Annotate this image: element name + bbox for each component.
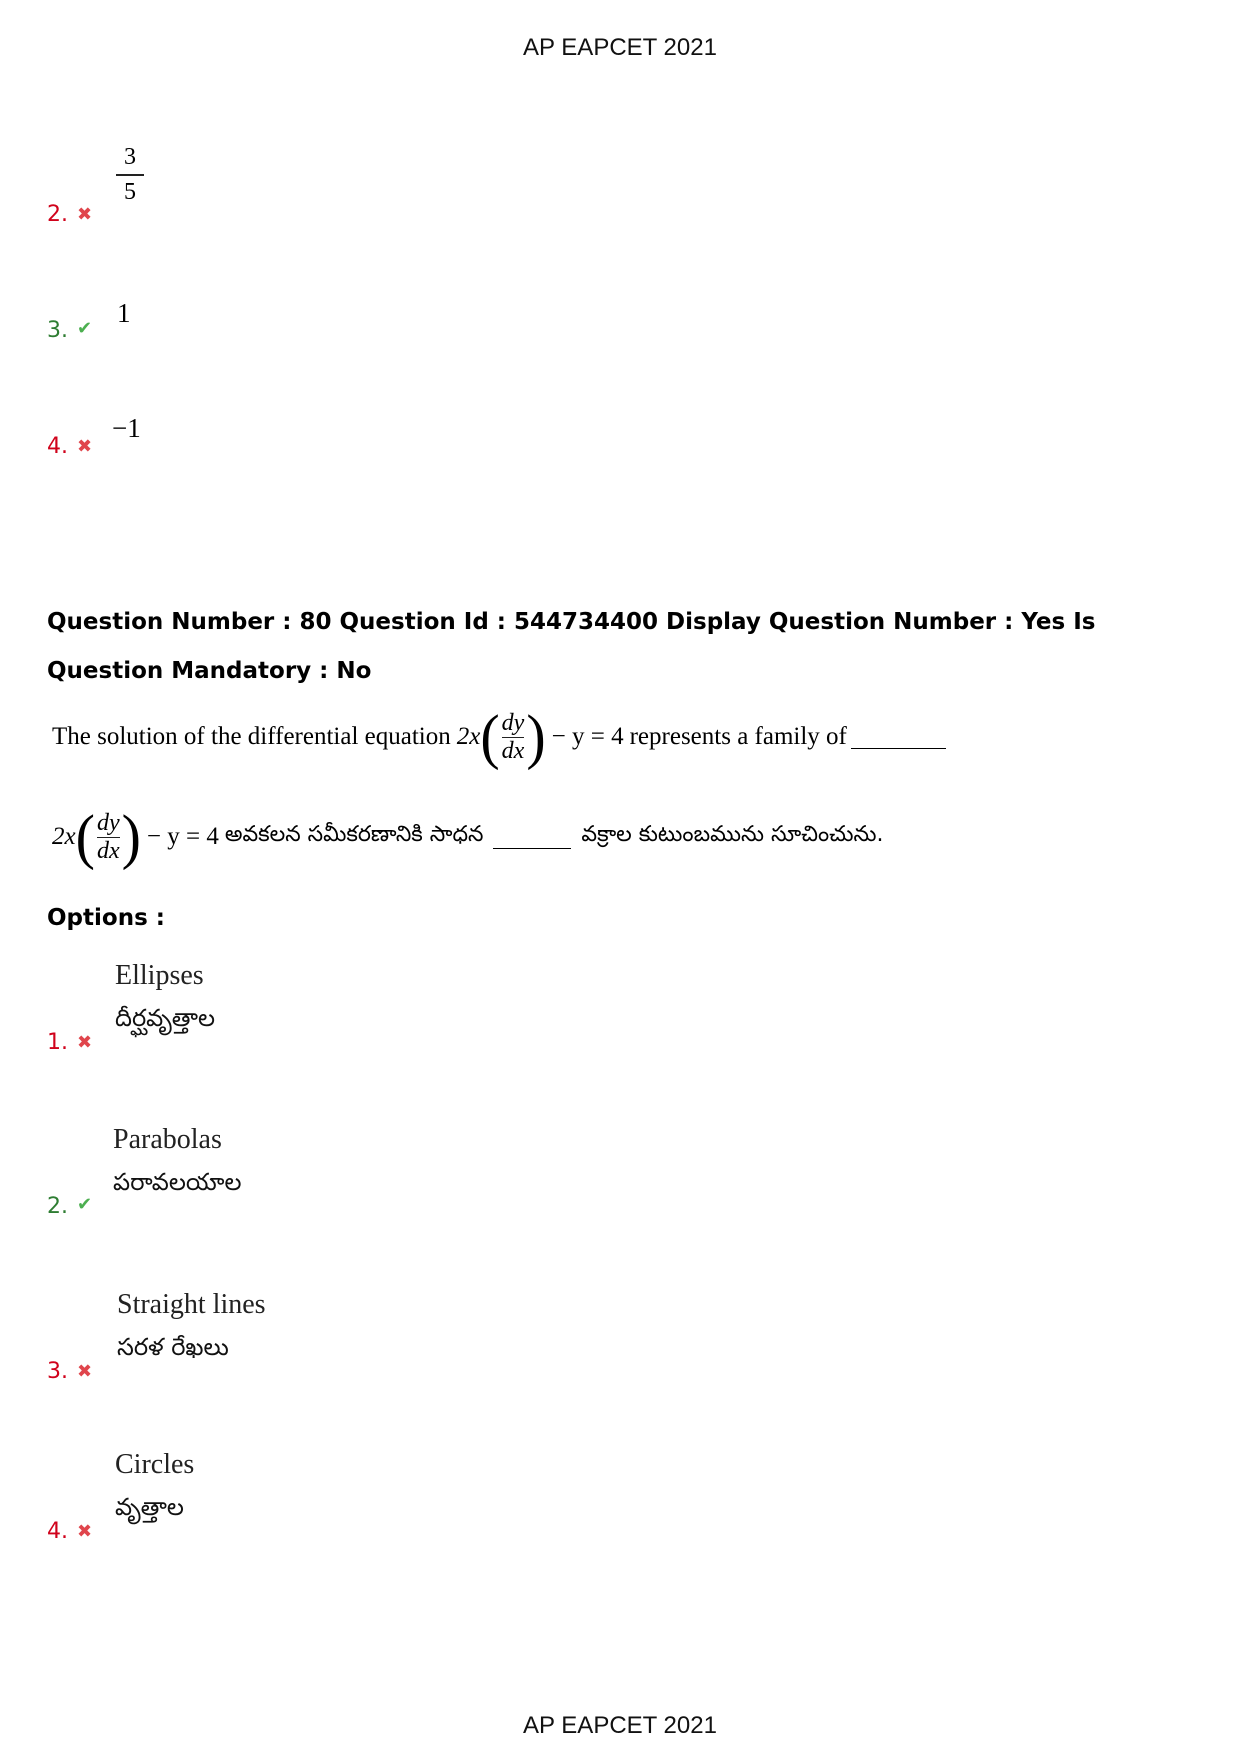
derivative-num: dy bbox=[96, 809, 120, 836]
cross-icon: ✖ bbox=[77, 1032, 93, 1053]
right-paren: ) bbox=[121, 802, 141, 871]
option-number: 2. bbox=[47, 1194, 68, 1219]
option-telugu: సరళ రేఖలు bbox=[117, 1333, 229, 1361]
equation-rest: − y = 4 bbox=[551, 723, 624, 750]
derivative-den: dx bbox=[501, 737, 525, 764]
cross-icon: ✖ bbox=[77, 204, 93, 225]
derivative-num: dy bbox=[501, 709, 525, 736]
question-text-after: represents a family of bbox=[629, 723, 847, 750]
option-number: 3. bbox=[47, 1359, 68, 1384]
cross-icon: ✖ bbox=[77, 1361, 93, 1382]
fraction-denominator: 5 bbox=[124, 179, 136, 205]
equation-coef: 2x bbox=[456, 723, 481, 750]
option-english: Parabolas bbox=[113, 1124, 222, 1155]
option-1 bbox=[47, 960, 647, 1060]
option-number: 1. bbox=[47, 1030, 68, 1055]
option-3 bbox=[47, 1289, 647, 1389]
fraction-value bbox=[114, 144, 146, 206]
equation-coef: 2x bbox=[52, 823, 76, 850]
fraction-bar bbox=[116, 174, 144, 176]
cross-icon: ✖ bbox=[77, 436, 93, 457]
option-telugu: దీర్ఘవృత్తాల bbox=[115, 1004, 216, 1032]
left-paren: ( bbox=[480, 702, 500, 771]
answer-blank bbox=[851, 726, 946, 749]
page-footer: AP EAPCET 2021 bbox=[523, 1712, 717, 1739]
derivative-den: dx bbox=[96, 837, 120, 864]
question-english bbox=[52, 702, 946, 771]
check-icon: ✔ bbox=[77, 318, 93, 339]
equation-rest: − y = 4 bbox=[146, 823, 219, 850]
telugu-text-before: అవకలన సమీకరణానికి సాధన bbox=[224, 822, 484, 847]
options-label: Options : bbox=[47, 905, 165, 931]
equation bbox=[456, 702, 624, 771]
answer-blank bbox=[493, 826, 571, 849]
option-value: 1 bbox=[117, 298, 131, 328]
derivative-fraction bbox=[97, 810, 120, 865]
telugu-text-after: వక్రాల కుటుంబమును సూచించును. bbox=[581, 822, 884, 847]
option-4 bbox=[47, 1449, 647, 1549]
option-english: Ellipses bbox=[115, 960, 204, 991]
option-number: 4. bbox=[47, 434, 68, 459]
cross-icon: ✖ bbox=[77, 1521, 93, 1542]
option-english: Straight lines bbox=[117, 1289, 266, 1320]
option-number: 3. bbox=[47, 318, 68, 343]
right-paren: ) bbox=[526, 702, 546, 771]
left-paren: ( bbox=[75, 802, 95, 871]
question-telugu bbox=[52, 802, 884, 871]
question-meta: Question Number : 80 Question Id : 544734400 Display Question Number : Yes Is Question Mandatory : No bbox=[47, 609, 1096, 684]
option-english: Circles bbox=[115, 1449, 195, 1480]
option-number: 2. bbox=[47, 202, 68, 227]
option-value: −1 bbox=[112, 413, 141, 443]
option-2 bbox=[47, 1124, 647, 1224]
option-number: 4. bbox=[47, 1519, 68, 1544]
check-icon: ✔ bbox=[77, 1194, 93, 1215]
option-telugu: వృత్తాల bbox=[115, 1493, 184, 1521]
derivative-fraction bbox=[502, 710, 525, 765]
option-telugu: పరావలయాల bbox=[113, 1168, 242, 1196]
question-text-before: The solution of the differential equation bbox=[52, 723, 451, 750]
equation bbox=[52, 802, 219, 871]
fraction-numerator: 3 bbox=[124, 144, 136, 170]
page-header: AP EAPCET 2021 bbox=[523, 34, 717, 61]
